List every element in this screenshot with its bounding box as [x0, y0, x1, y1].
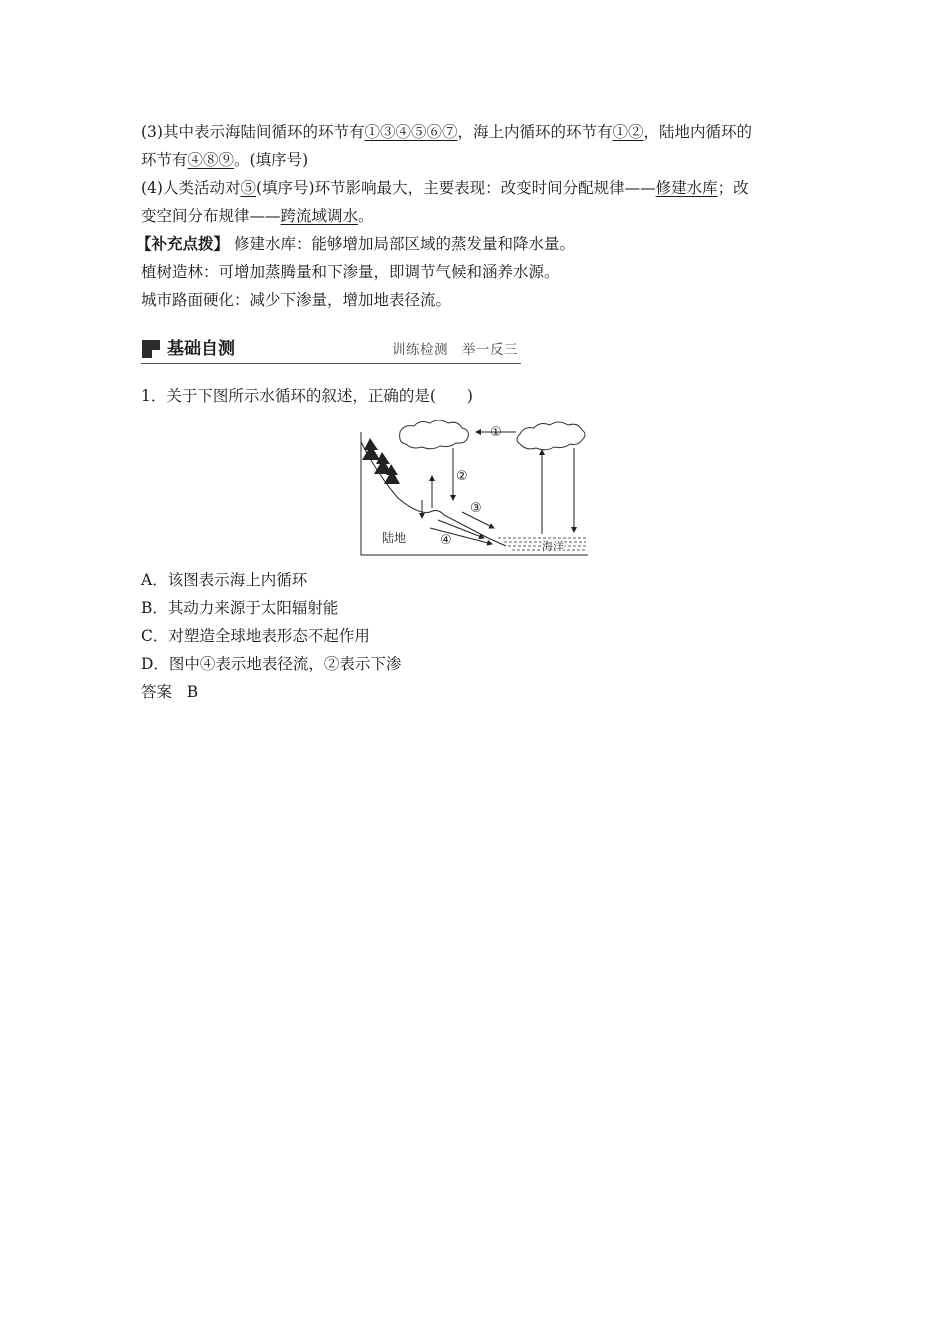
text: 。(填序号) [234, 151, 309, 169]
supplement-line1 [136, 234, 575, 254]
section-header [141, 338, 521, 366]
supplement-label: 【补充点拨】 [136, 234, 230, 253]
section-rule [141, 363, 521, 364]
option-b: B．其动力来源于太阳辐射能 [141, 599, 339, 617]
text: (3)其中表示海陆间循环的环节有 [141, 123, 365, 141]
answer-underlined: 跨流域调水 [280, 207, 359, 225]
section-title: 基础自测 [167, 339, 235, 359]
text: ，陆地内循环的 [643, 123, 753, 141]
option-d: D．图中④表示地表径流，②表示下渗 [141, 655, 402, 673]
text: (填序号)环节影响最大，主要表现：改变时间分配规律—— [255, 179, 656, 197]
answer-underlined: ④⑧⑨ [187, 151, 235, 169]
text: ；改 [717, 179, 749, 197]
supplement-line2: 植树造林：可增加蒸腾量和下渗量，即调节气候和涵养水源。 [141, 263, 560, 281]
text: 。 [358, 207, 374, 225]
part3-line1 [141, 122, 752, 142]
text: 变空间分布规律—— [141, 207, 281, 225]
text: 环节有 [141, 151, 188, 169]
part3-line2 [141, 150, 308, 170]
water-cycle-svg [358, 420, 590, 560]
option-c: C．对塑造全球地表形态不起作用 [141, 627, 370, 645]
label-2: ② [456, 469, 468, 484]
section-subtitle: 训练检测 举一反三 [392, 342, 518, 358]
answer-underlined: ①② [612, 123, 644, 141]
tree-icon [362, 438, 400, 484]
text: (4)人类活动对 [141, 179, 241, 197]
answer-underlined: ⑤ [240, 179, 256, 197]
text: 修建水库：能够增加局部区域的蒸发量和降水量。 [233, 235, 575, 253]
part4-line1 [141, 178, 749, 198]
land-label: 陆地 [382, 531, 407, 545]
text: ，海上内循环的环节有 [457, 123, 613, 141]
cloud-left [400, 420, 469, 449]
water-cycle-diagram [358, 420, 590, 560]
answer-underlined: 修建水库 [655, 179, 718, 197]
supplement-line3: 城市路面硬化：减少下渗量，增加地表径流。 [141, 291, 452, 309]
ocean-label: 海洋 [542, 540, 564, 553]
answer-line [141, 682, 198, 702]
part4-line2 [141, 206, 374, 226]
cloud-right [517, 422, 585, 450]
answer-underlined: ①③④⑤⑥⑦ [364, 123, 458, 141]
label-3: ③ [470, 501, 482, 516]
option-a: A．该图表示海上内循环 [141, 571, 308, 589]
answer-value: B [186, 683, 199, 701]
section-square-icon [142, 340, 160, 358]
label-4: ④ [440, 533, 452, 548]
question-stem: 1．关于下图所示水循环的叙述，正确的是( ) [141, 387, 473, 405]
label-1: ① [490, 425, 502, 440]
answer-label: 答案 [141, 683, 173, 701]
